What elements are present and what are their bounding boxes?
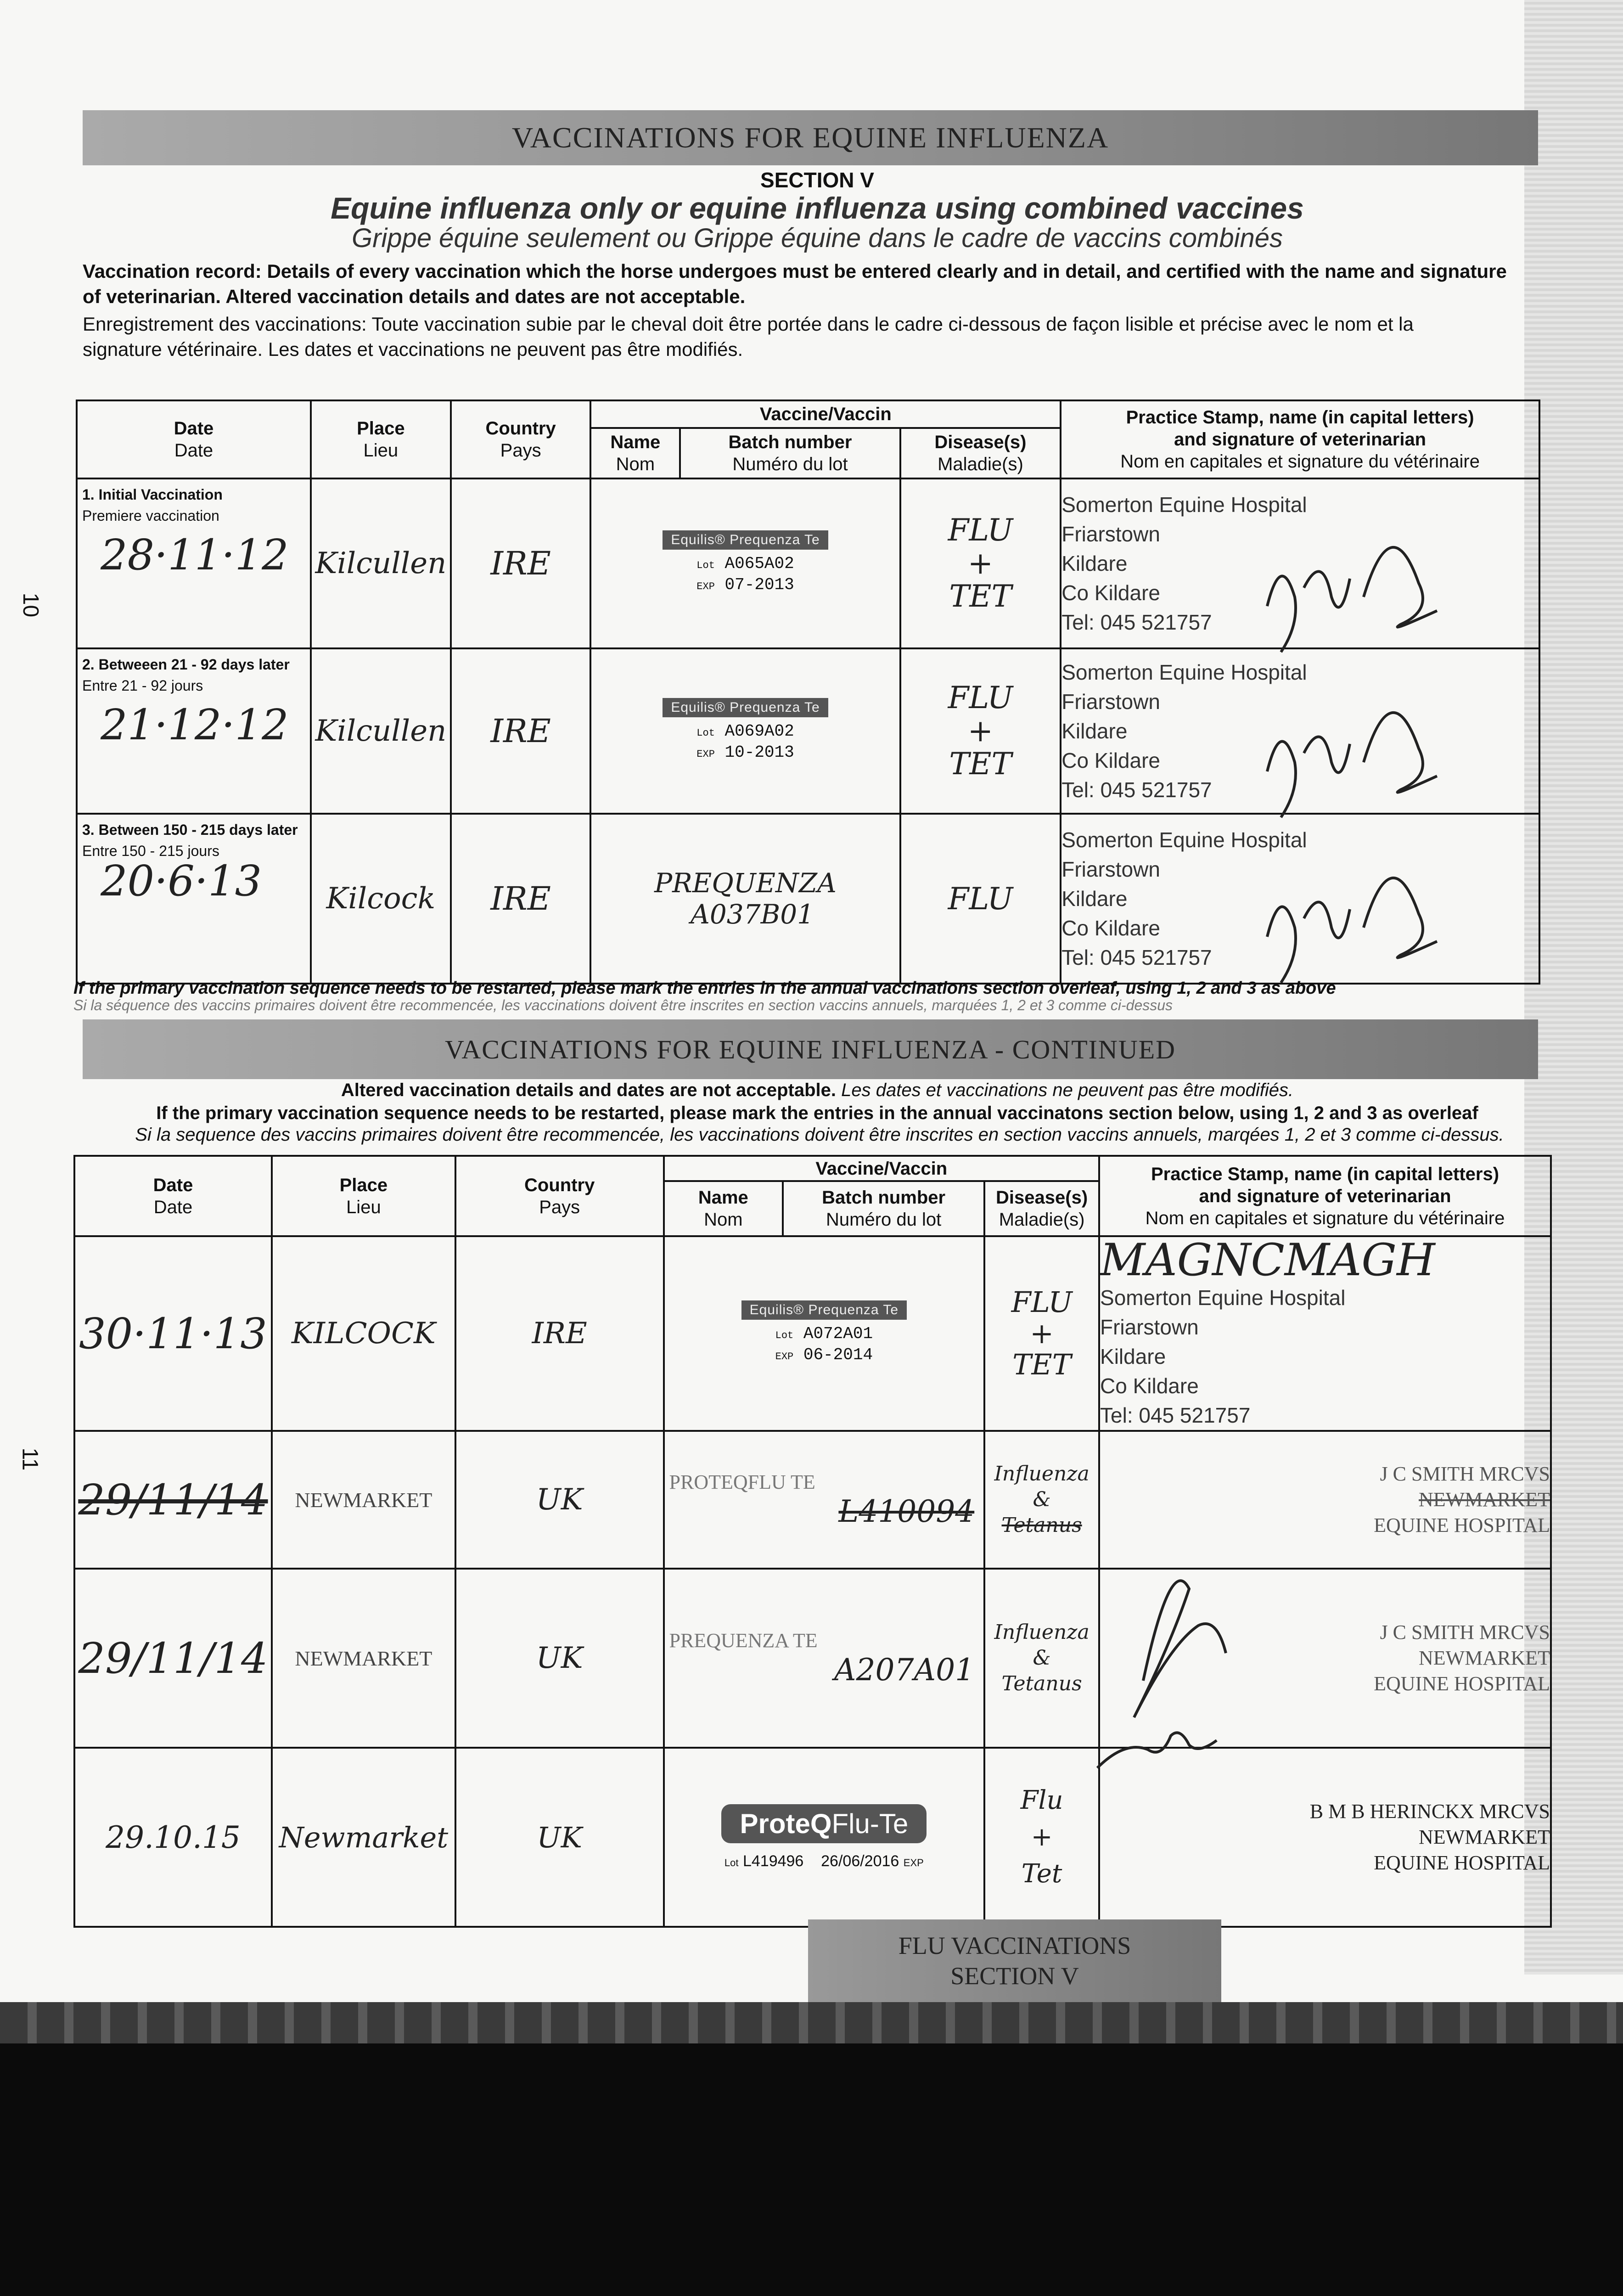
lot-value: L419496	[742, 1852, 804, 1870]
header-country: Country Pays	[451, 400, 591, 478]
header-disease: Disease(s) Maladie(s)	[900, 428, 1061, 478]
disease-value: FLU + TET	[900, 478, 1061, 648]
lot-value: A072A01	[803, 1324, 873, 1343]
date-value: 28·11·12	[101, 530, 289, 580]
practice-stamp: Somerton Equine Hospital Friarstown Kildare Co Kildare Tel: 045 521757	[1061, 814, 1539, 984]
place-value: Kilcullen	[311, 648, 451, 814]
date-value: 20·6·13	[101, 856, 262, 906]
vaccine-sticker: Equilis® Prequenza Te Lot A069A02 EXP 10-2013	[590, 648, 900, 814]
record-instructions-fr-1: Enregistrement des vaccinations: Toute vaccination subie par le cheval doit être portée dans le cadre ci-dessous de façon lisible et précise avec le nom et la	[83, 313, 1414, 335]
country-value: IRE	[455, 1236, 664, 1431]
exp-value: 06-2014	[803, 1345, 873, 1364]
header-vaccine: Vaccine/Vaccin	[590, 400, 1061, 428]
restart-note-overleaf-fr: Si la séquence des vaccins primaires doivent être recommencée, les vaccinations doivent être inscrites en section vaccins annuels, marquées 1, 2 et 3 comme ci-dessus	[73, 997, 1173, 1013]
practice-stamp: Somerton Equine Hospital Friarstown Kildare Co Kildare Tel: 045 521757	[1061, 478, 1539, 648]
place-value: NEWMARKET	[272, 1431, 455, 1569]
place-value: Kilcullen	[311, 478, 451, 648]
header-name: Name Nom	[664, 1181, 783, 1236]
sticker-label: Equilis® Prequenza Te	[663, 698, 828, 717]
header-date: Date Date	[77, 400, 311, 478]
title-french: Grippe équine seulement ou Grippe équine dans le cadre de vaccins combinés	[351, 223, 1283, 253]
vaccine-handwritten	[664, 1569, 985, 1748]
row-label: 1. Initial Vaccination Premiere vaccination 28·11·12	[77, 478, 311, 648]
batch-value: A037B01	[691, 899, 814, 930]
header-vaccine: Vaccine/Vaccin	[664, 1156, 1099, 1181]
restart-note-fr: Si la sequence des vaccins primaires doivent être recommencée, les vaccinations doivent être inscrites en section vaccins annuels, marqées 1, 2 et 3 comme ci-dessus.	[135, 1125, 1504, 1145]
record-instructions-en-1: Vaccination record: Details of every vaccination which the horse undergoes must be entered clearly and in detail, and certified with the name and signature	[83, 260, 1507, 282]
scan-dark-area	[0, 2043, 1623, 2296]
country-value: IRE	[451, 814, 591, 984]
header-country: Country Pays	[455, 1156, 664, 1236]
table-row	[74, 1748, 1551, 1927]
table-row	[74, 1431, 1551, 1569]
table-row	[74, 1236, 1551, 1431]
vaccine-sticker: ProteQFlu-Te Lot L419496 26/06/2016 EXP	[664, 1748, 985, 1927]
sticker-label: Equilis® Prequenza Te	[741, 1300, 907, 1320]
disease-value: FLU + TET	[984, 1236, 1099, 1431]
country-value: UK	[455, 1431, 664, 1569]
practice-stamp: J C SMITH MRCVS NEWMARKET EQUINE HOSPITAL	[1099, 1569, 1551, 1748]
vaccine-name: PREQUENZA TE	[669, 1629, 818, 1652]
proteq-label: ProteQFlu-Te	[721, 1804, 927, 1843]
batch-value: L410094	[838, 1494, 975, 1529]
restart-note-en: If the primary vaccination sequence needs to be restarted, please mark the entries in the annual vaccinatons section below, using 1, 2 and 3 as overleaf	[156, 1103, 1478, 1123]
section-title: SECTION V	[760, 168, 874, 192]
date-value: 29/11/14	[74, 1431, 272, 1569]
header-batch: Batch number Numéro du lot	[680, 428, 900, 478]
vaccine-name: PREQUENZA	[654, 867, 837, 899]
practice-stamp: Somerton Equine Hospital Friarstown Kildare Co Kildare Tel: 045 521757	[1061, 648, 1539, 814]
page2-banner: VACCINATIONS FOR EQUINE INFLUENZA - CONTINUED	[83, 1019, 1538, 1079]
country-value: UK	[455, 1569, 664, 1748]
vaccine-name: PROTEQFLU TE	[669, 1471, 815, 1493]
lot-value: A065A02	[724, 554, 794, 573]
date-value: 30·11·13	[74, 1236, 272, 1431]
disease-value: FLU	[900, 814, 1061, 984]
place-value: KILCOCK	[272, 1236, 455, 1431]
vaccine-handwritten	[590, 814, 900, 984]
exp-value: 26/06/2016	[821, 1852, 899, 1870]
table-row	[74, 1569, 1551, 1748]
vet-signature	[1070, 1552, 1263, 1791]
header-practice-stamp: Practice Stamp, name (in capital letters) and signature of veterinarian Nom en capitales et signature du vétérinaire	[1099, 1156, 1551, 1236]
practice-stamp: J C SMITH MRCVS NEWMARKET EQUINE HOSPITAL	[1099, 1431, 1551, 1569]
vet-signature	[1249, 533, 1506, 983]
header-batch: Batch number Numéro du lot	[783, 1181, 984, 1236]
date-value: 29.10.15	[74, 1748, 272, 1927]
header-practice-stamp: Practice Stamp, name (in capital letters) and signature of veterinarian Nom en capitales et signature du vétérinaire	[1061, 400, 1539, 478]
disease-value: FLU + TET	[900, 648, 1061, 814]
record-instructions-en-2: of veterinarian. Altered vaccination details and dates are not acceptable.	[83, 286, 746, 307]
disease-value: Flu + Tet	[984, 1748, 1099, 1927]
record-instructions-fr-2: signature vétérinaire. Les dates et vaccinations ne peuvent pas être modifiés.	[83, 338, 743, 360]
sticker-label: Equilis® Prequenza Te	[663, 530, 828, 550]
vaccine-sticker: Equilis® Prequenza Te Lot A072A01 EXP 06-2014	[664, 1236, 985, 1431]
vaccine-handwritten	[664, 1431, 985, 1569]
page-number-11: 11	[17, 1447, 42, 1471]
restart-note-overleaf: If the primary vaccination sequence needs to be restarted, please mark the entries in the annual vaccinations section overleaf, using 1, 2 and 3 as above	[73, 979, 1336, 998]
binding-strip	[0, 2002, 1623, 2043]
page1-banner: VACCINATIONS FOR EQUINE INFLUENZA	[83, 110, 1538, 165]
place-value: NEWMARKET	[272, 1569, 455, 1748]
date-value: 29/11/14	[74, 1569, 272, 1748]
practice-stamp: MAGNCMAGH Somerton Equine Hospital Friarstown Kildare Co Kildare Tel: 045 521757	[1099, 1236, 1551, 1431]
header-disease: Disease(s) Maladie(s)	[984, 1181, 1099, 1236]
title-english: Equine influenza only or equine influenza using combined vaccines	[331, 191, 1304, 225]
batch-value: A207A01	[834, 1652, 975, 1688]
vaccination-table-annual	[73, 1155, 1552, 1928]
vaccine-sticker: Equilis® Prequenza Te Lot A065A02 EXP 07-2013	[590, 478, 900, 648]
row-label: 3. Between 150 - 215 days later Entre 150 - 215 jours 20·6·13	[77, 814, 311, 984]
practice-stamp: B M B HERINCKX MRCVS NEWMARKET EQUINE HOSPITAL	[1099, 1748, 1551, 1927]
date-value: 21·12·12	[101, 700, 289, 749]
vet-name-handwritten: MAGNCMAGH	[1100, 1234, 1435, 1286]
altered-note: Altered vaccination details and dates are not acceptable. Les dates et vaccinations ne peuvent pas être modifiés.	[341, 1080, 1294, 1100]
country-value: IRE	[451, 478, 591, 648]
place-value: Newmarket	[272, 1748, 455, 1927]
country-value: UK	[455, 1748, 664, 1927]
header-name: Name Nom	[590, 428, 680, 478]
header-place: Place Lieu	[272, 1156, 455, 1236]
footer-label: FLU VACCINATIONS SECTION V	[808, 1919, 1221, 2002]
lot-value: A069A02	[724, 722, 794, 741]
row-label: 2. Betweeen 21 - 92 days later Entre 21 - 92 jours 21·12·12	[77, 648, 311, 814]
country-value: IRE	[451, 648, 591, 814]
place-value: Kilcock	[311, 814, 451, 984]
page-number-10: 10	[18, 592, 43, 618]
exp-value: 07-2013	[724, 575, 794, 594]
disease-value: Influenza & Tetanus	[984, 1431, 1099, 1569]
exp-value: 10-2013	[724, 743, 794, 762]
header-place: Place Lieu	[311, 400, 451, 478]
header-date: Date Date	[74, 1156, 272, 1236]
disease-value: Influenza & Tetanus	[984, 1569, 1099, 1748]
